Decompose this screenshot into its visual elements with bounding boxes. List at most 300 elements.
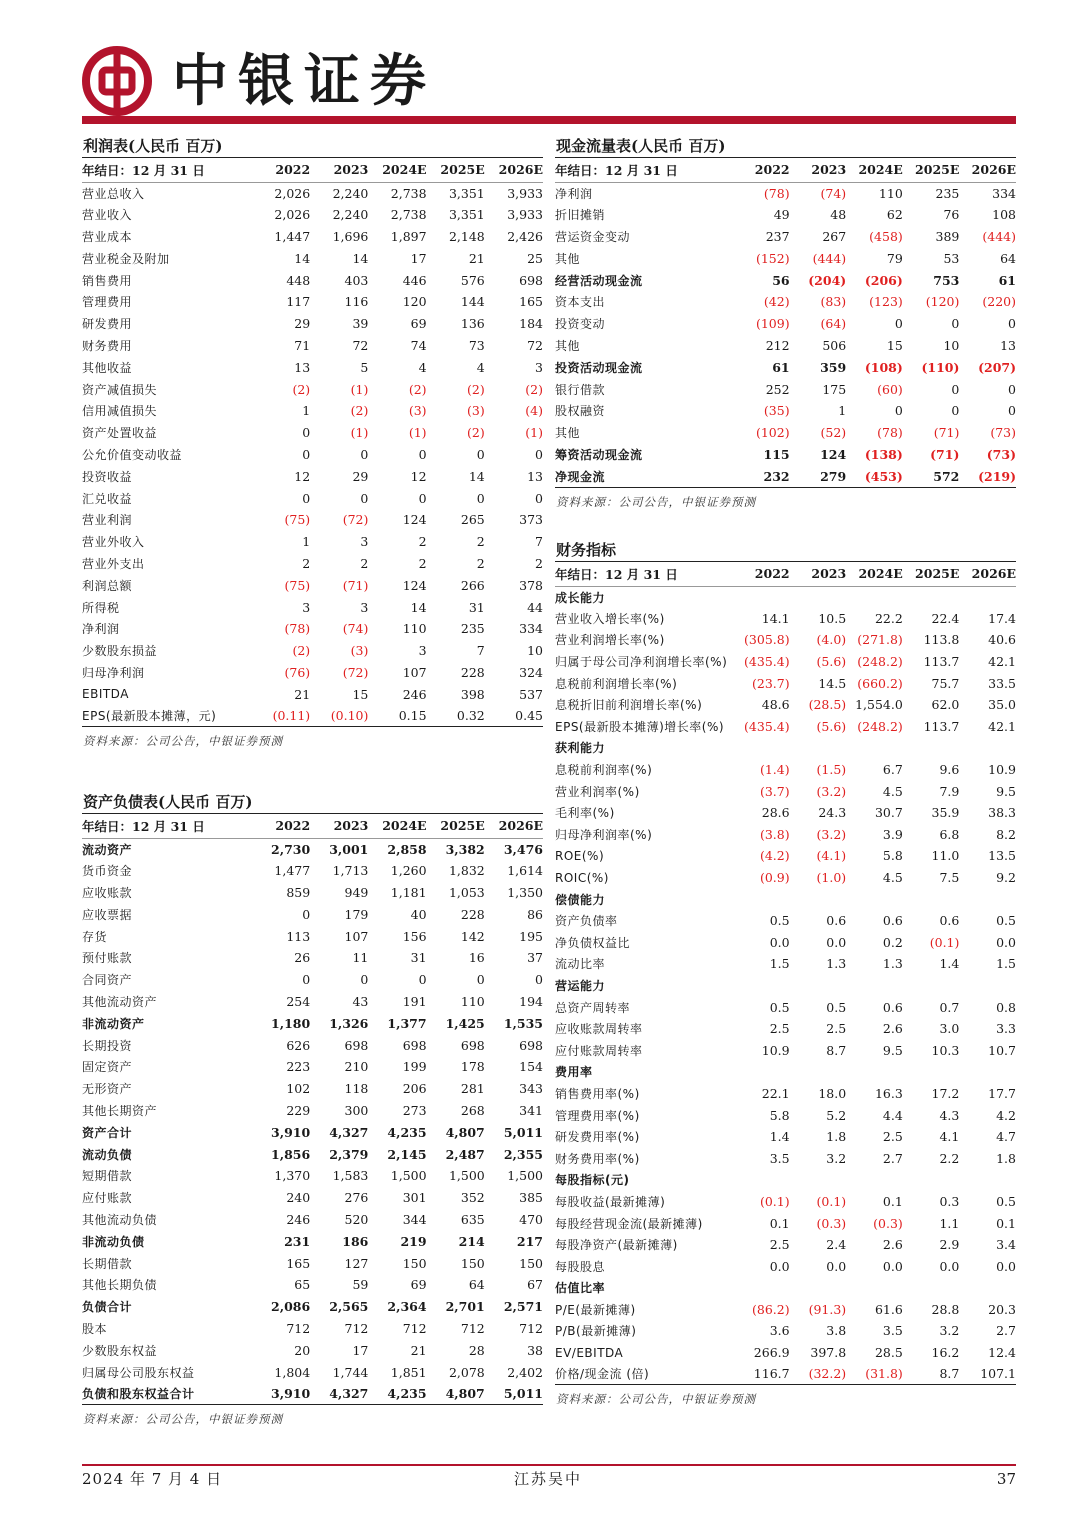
- row-label: 无形资产: [82, 1082, 133, 1097]
- cell-value: 4.2: [996, 1107, 1016, 1123]
- cell-value: [846, 888, 903, 910]
- cell-value: 107: [402, 664, 427, 680]
- row-label: 固定资产: [82, 1060, 133, 1075]
- cell-value: 2,148: [448, 228, 485, 244]
- row-label: 股权融资: [555, 404, 606, 419]
- cell-value: 0.0: [996, 934, 1016, 950]
- table-row: [555, 400, 1016, 422]
- cell-value: [790, 888, 847, 910]
- row-label: 非流动负债: [82, 1234, 145, 1249]
- cell-value: 43: [352, 993, 369, 1009]
- cell-value: 403: [344, 272, 369, 288]
- row-label: EV/EBITDA: [555, 1345, 624, 1360]
- cell-value: 1,500: [448, 1168, 485, 1184]
- cell-value: 184: [519, 316, 543, 332]
- cell-value: 39: [352, 316, 369, 332]
- row-label: 归母净利润率(%): [555, 827, 653, 842]
- row-label: 公允价值变动收益: [82, 447, 183, 462]
- row-label: 营运资金变动: [555, 229, 631, 244]
- cell-value: (75): [284, 512, 311, 528]
- cell-value: 0.7: [939, 999, 960, 1015]
- cell-value: 64: [1000, 250, 1016, 266]
- cell-value: 113: [286, 928, 311, 944]
- cell-value: 0.6: [939, 913, 960, 929]
- cell-value: [790, 975, 847, 997]
- ratios-year-header: 2023: [811, 566, 847, 582]
- cell-value: (3.8): [759, 826, 790, 842]
- cell-value: 0.6: [826, 913, 847, 929]
- row-label: 其他: [555, 338, 581, 353]
- cell-value: 40.6: [988, 632, 1016, 648]
- cell-value: 1,583: [332, 1168, 369, 1184]
- cell-value: 0.5: [769, 913, 790, 929]
- cell-value: 448: [286, 272, 311, 288]
- table-row: [82, 247, 543, 269]
- cell-value: 9.2: [996, 870, 1016, 886]
- cell-value: 124: [402, 512, 427, 528]
- footer-divider: [82, 1464, 1016, 1466]
- cell-value: 1,370: [274, 1168, 311, 1184]
- cell-value: 214: [458, 1233, 485, 1249]
- row-label: 银行借款: [555, 382, 606, 397]
- row-label: 财务费用: [82, 338, 133, 353]
- row-label: 归属母公司股东权益: [82, 1365, 195, 1380]
- row-label: 研发费用: [82, 317, 133, 332]
- cell-value: 231: [284, 1233, 311, 1249]
- cell-value: 17.4: [988, 610, 1016, 626]
- cell-value: 30.7: [874, 805, 903, 821]
- row-label: 息税前利润增长率(%): [555, 676, 678, 691]
- cell-value: (78): [284, 621, 311, 637]
- cell-value: 2: [476, 555, 485, 571]
- cell-value: 2,738: [390, 185, 427, 201]
- cell-value: 267: [822, 228, 847, 244]
- table-row: [555, 932, 1016, 954]
- table-row: [82, 574, 543, 596]
- cell-value: 4.5: [882, 783, 903, 799]
- cell-value: 6.8: [939, 826, 960, 842]
- table-row: [82, 969, 543, 991]
- table-row: [555, 910, 1016, 932]
- cell-value: (102): [755, 425, 790, 441]
- cell-value: 12: [410, 468, 427, 484]
- cashflow-year-header: 2023: [811, 162, 847, 178]
- page-header: [82, 40, 1016, 126]
- row-label: 息税折旧前利润增长率(%): [555, 698, 703, 713]
- cell-value: (3.7): [759, 783, 790, 799]
- cell-value: [959, 1061, 1016, 1083]
- cell-value: 0: [302, 972, 311, 988]
- cell-value: 1,053: [448, 884, 485, 900]
- cell-value: 1,477: [274, 863, 311, 879]
- cell-value: 324: [519, 664, 543, 680]
- row-label: 长期投资: [82, 1038, 133, 1053]
- cell-value: 124: [820, 446, 847, 462]
- row-label: 销售费用率(%): [555, 1086, 640, 1101]
- cell-value: 35.0: [988, 697, 1016, 713]
- cell-value: 0.5: [996, 913, 1016, 929]
- cell-value: 0.45: [515, 708, 543, 724]
- cell-value: [733, 975, 790, 997]
- table-row: [82, 618, 543, 640]
- cell-value: [790, 737, 847, 759]
- row-label: 营业成本: [82, 229, 133, 244]
- cell-value: 1.8: [826, 1129, 847, 1145]
- table-row: [82, 378, 543, 400]
- cell-value: [903, 888, 960, 910]
- cell-value: 240: [286, 1190, 311, 1206]
- cell-value: 246: [286, 1211, 311, 1227]
- cell-value: 102: [286, 1081, 311, 1097]
- cell-value: 3.5: [769, 1150, 790, 1166]
- cell-value: 3,351: [448, 185, 485, 201]
- cell-value: 2,240: [332, 185, 369, 201]
- table-row: [82, 1143, 543, 1165]
- cell-value: 0: [418, 972, 427, 988]
- cell-value: (152): [755, 250, 790, 266]
- table-row: [82, 1274, 543, 1296]
- table-row: [555, 465, 1016, 487]
- cell-value: 179: [344, 906, 369, 922]
- cell-value: 0: [360, 490, 369, 506]
- cell-value: [903, 1061, 960, 1083]
- cell-value: 4,807: [445, 1386, 485, 1402]
- cell-value: 2,364: [387, 1299, 427, 1315]
- cell-value: 698: [519, 1037, 543, 1053]
- table-row: [555, 586, 1016, 608]
- cell-value: 107.1: [980, 1366, 1016, 1382]
- row-label: 价格/现金流 (倍): [555, 1367, 650, 1382]
- cashflow-year-header: 2022: [754, 162, 790, 178]
- ratios-year-header: 2026E: [971, 566, 1016, 582]
- cell-value: (120): [925, 294, 960, 310]
- cell-value: 266.9: [753, 1345, 790, 1361]
- table-row: [82, 947, 543, 969]
- row-label: 其他: [555, 426, 581, 441]
- cell-value: 3.3: [996, 1021, 1016, 1037]
- cell-value: 28.5: [874, 1345, 903, 1361]
- income-year-header: 2025E: [440, 162, 485, 178]
- table-row: [82, 531, 543, 553]
- cell-value: (4.1): [816, 848, 847, 864]
- cell-value: (207): [978, 359, 1016, 375]
- cell-value: 48.6: [761, 697, 790, 713]
- cell-value: 7: [535, 534, 543, 550]
- cell-value: 2.4: [826, 1237, 847, 1253]
- cell-value: 398: [460, 686, 485, 702]
- cell-value: 1,856: [271, 1146, 311, 1162]
- cell-value: 3.8: [826, 1323, 847, 1339]
- financial-ratios-table: [555, 562, 1016, 1385]
- cell-value: 212: [765, 337, 790, 353]
- cell-value: [959, 586, 1016, 608]
- row-label: 销售费用: [82, 273, 133, 288]
- table-row: [82, 1252, 543, 1274]
- cashflow-header-label: 年结日：12 月 31 日: [555, 162, 678, 178]
- cell-value: 0.5: [769, 999, 790, 1015]
- cell-value: 572: [933, 468, 960, 484]
- table-row: [555, 291, 1016, 313]
- cell-value: (2): [525, 381, 543, 397]
- cell-value: 1: [302, 403, 311, 419]
- cell-value: (220): [982, 294, 1016, 310]
- cell-value: 28.8: [931, 1301, 960, 1317]
- cell-value: 2.9: [939, 1237, 960, 1253]
- row-label: 其他流动负债: [82, 1212, 158, 1227]
- table-row: [82, 838, 543, 860]
- cell-value: (42): [763, 294, 790, 310]
- cell-value: 0.5: [996, 1193, 1016, 1209]
- cell-value: 0: [418, 446, 427, 462]
- page-number: 37: [996, 1470, 1016, 1488]
- table-row: [82, 662, 543, 684]
- cell-value: (0.1): [816, 1193, 847, 1209]
- cell-value: 626: [286, 1037, 311, 1053]
- cell-value: 2,738: [390, 207, 427, 223]
- cell-value: (2): [408, 381, 427, 397]
- cell-value: 0: [951, 403, 960, 419]
- cell-value: [790, 1061, 847, 1083]
- cell-value: (110): [921, 359, 960, 375]
- cell-value: (1.5): [816, 762, 847, 778]
- cell-value: (74): [820, 185, 847, 201]
- cell-value: 2.2: [939, 1150, 960, 1166]
- cell-value: 3,351: [448, 207, 485, 223]
- cell-value: (64): [820, 316, 847, 332]
- cell-value: [733, 888, 790, 910]
- cell-value: 4,235: [387, 1386, 427, 1402]
- cell-value: 0.6: [882, 913, 903, 929]
- cell-value: 10.9: [988, 762, 1016, 778]
- table-row: [82, 1100, 543, 1122]
- cell-value: 378: [519, 577, 543, 593]
- table-row: [555, 356, 1016, 378]
- cell-value: 0.1: [996, 1215, 1016, 1231]
- cell-value: (75): [284, 577, 311, 593]
- income-year-header: 2023: [333, 162, 369, 178]
- cell-value: 71: [294, 337, 311, 353]
- cell-value: 1,500: [390, 1168, 427, 1184]
- table-row: [82, 640, 543, 662]
- cell-value: 0.0: [826, 934, 847, 950]
- cell-value: [733, 1061, 790, 1083]
- cell-value: (4): [525, 403, 543, 419]
- income-header-label: 年结日：12 月 31 日: [82, 162, 205, 178]
- cell-value: 1,851: [390, 1364, 427, 1380]
- cell-value: 0.3: [939, 1193, 960, 1209]
- cell-value: 2.5: [769, 1237, 790, 1253]
- cell-value: 13.5: [988, 848, 1016, 864]
- row-label: 资产减值损失: [82, 382, 158, 397]
- table-row: [555, 269, 1016, 291]
- cell-value: (28.5): [808, 697, 847, 713]
- cell-value: 28: [468, 1342, 485, 1358]
- cell-value: (5.6): [816, 654, 847, 670]
- cell-value: (2): [350, 403, 369, 419]
- balance-year-header: 2022: [275, 818, 311, 834]
- row-label: 获利能力: [555, 741, 606, 756]
- cell-value: 1,897: [390, 228, 427, 244]
- cell-value: 389: [935, 228, 960, 244]
- cell-value: 2,240: [332, 207, 369, 223]
- balance-sheet-section: [82, 790, 543, 1427]
- table-row: [82, 1121, 543, 1143]
- row-label: 归母净利润: [82, 665, 145, 680]
- row-label: 投资变动: [555, 317, 606, 332]
- table-row: [555, 247, 1016, 269]
- cell-value: 2,086: [271, 1299, 311, 1315]
- cell-value: 110: [878, 185, 903, 201]
- cell-value: 13: [527, 468, 543, 484]
- cell-value: (1): [525, 425, 543, 441]
- cell-value: 10.3: [931, 1042, 960, 1058]
- cell-value: (3.2): [816, 826, 847, 842]
- cell-value: [959, 975, 1016, 997]
- cell-value: 2,571: [503, 1299, 543, 1315]
- cell-value: (3): [408, 403, 427, 419]
- cell-value: (204): [808, 272, 847, 288]
- cell-value: (108): [864, 359, 903, 375]
- brand-name: 中银证券: [172, 48, 436, 114]
- cell-value: 4,327: [329, 1124, 369, 1140]
- cell-value: 246: [402, 686, 427, 702]
- table-row: [555, 1255, 1016, 1277]
- cell-value: 53: [943, 250, 960, 266]
- cell-value: 73: [468, 337, 485, 353]
- cell-value: 0.2: [882, 934, 903, 950]
- cell-value: [903, 737, 960, 759]
- cell-value: 113.7: [923, 654, 960, 670]
- cell-value: [733, 737, 790, 759]
- cell-value: (86.2): [752, 1301, 790, 1317]
- cell-value: 265: [460, 512, 485, 528]
- cell-value: [790, 1169, 847, 1191]
- table-row: [555, 802, 1016, 824]
- cell-value: 3.2: [939, 1323, 960, 1339]
- cell-value: 3,001: [329, 841, 369, 857]
- cell-value: 0: [535, 972, 543, 988]
- cell-value: 144: [460, 294, 485, 310]
- table-row: [82, 1361, 543, 1383]
- cell-value: 698: [460, 1037, 485, 1053]
- row-label: 长期借款: [82, 1256, 133, 1271]
- cell-value: [903, 1277, 960, 1299]
- cell-value: [846, 1169, 903, 1191]
- cell-value: 5.8: [882, 848, 903, 864]
- cell-value: 74: [410, 337, 427, 353]
- cell-value: 15: [886, 337, 903, 353]
- cell-value: 2,026: [274, 207, 311, 223]
- cell-value: (60): [877, 381, 903, 397]
- cell-value: [790, 1277, 847, 1299]
- row-label: P/E(最新摊薄): [555, 1302, 636, 1317]
- cashflow-year-header: 2025E: [915, 162, 960, 178]
- cell-value: 2.7: [882, 1150, 903, 1166]
- cell-value: 76: [943, 207, 960, 223]
- cell-value: (3): [467, 403, 485, 419]
- row-label: 短期借款: [82, 1169, 133, 1184]
- cell-value: (271.8): [857, 632, 903, 648]
- cell-value: 2.5: [882, 1129, 903, 1145]
- table-row: [82, 400, 543, 422]
- cell-value: 0: [476, 490, 485, 506]
- row-label: 息税前利润率(%): [555, 763, 653, 778]
- cell-value: 334: [992, 185, 1016, 201]
- income-year-header: 2024E: [382, 162, 427, 178]
- table-row: [555, 888, 1016, 910]
- row-label: 少数股东损益: [82, 644, 158, 659]
- cell-value: 228: [460, 664, 485, 680]
- cell-value: (435.4): [744, 654, 790, 670]
- cell-value: 20.3: [988, 1301, 1016, 1317]
- cell-value: 150: [519, 1255, 543, 1271]
- cell-value: 576: [460, 272, 485, 288]
- row-label: 营业利润: [82, 513, 133, 528]
- cell-value: (1): [350, 381, 369, 397]
- cell-value: 79: [886, 250, 903, 266]
- table-row: [555, 335, 1016, 357]
- cell-value: (78): [877, 425, 903, 441]
- cell-value: 2,145: [387, 1146, 427, 1162]
- cell-value: 2,426: [507, 228, 543, 244]
- row-label: 财务费用率(%): [555, 1151, 640, 1166]
- cell-value: 1,744: [332, 1364, 369, 1380]
- cell-value: 61.6: [874, 1301, 903, 1317]
- cell-value: 0.5: [826, 999, 847, 1015]
- cell-value: 712: [519, 1320, 543, 1336]
- row-label: 股本: [82, 1321, 108, 1336]
- cell-value: (248.2): [857, 654, 903, 670]
- row-label: 信用减值损失: [82, 404, 158, 419]
- cell-value: 42.1: [988, 718, 1016, 734]
- cell-value: 67: [527, 1277, 543, 1293]
- financial-ratios-section: [555, 538, 1016, 1407]
- table-row: [555, 1299, 1016, 1321]
- cell-value: 537: [519, 686, 543, 702]
- cell-value: 352: [460, 1190, 485, 1206]
- cell-value: 273: [402, 1102, 427, 1118]
- cell-value: 37: [527, 950, 543, 966]
- cell-value: 712: [460, 1320, 485, 1336]
- cell-value: 0: [894, 316, 903, 332]
- cell-value: 1,326: [329, 1015, 369, 1031]
- row-label: 货币资金: [82, 864, 133, 879]
- table-row: [555, 378, 1016, 400]
- cell-value: (74): [342, 621, 369, 637]
- cell-value: 1,713: [332, 863, 369, 879]
- cell-value: (71): [342, 577, 369, 593]
- cell-value: 698: [519, 272, 543, 288]
- cell-value: 344: [402, 1211, 427, 1227]
- cell-value: 15: [352, 686, 369, 702]
- balance-year-header: 2024E: [382, 818, 427, 834]
- table-row: [555, 672, 1016, 694]
- table-row: [82, 465, 543, 487]
- cell-value: 5,011: [503, 1386, 543, 1402]
- row-label: 管理费用: [82, 295, 133, 310]
- table-row: [82, 1056, 543, 1078]
- table-row: [555, 1234, 1016, 1256]
- cell-value: 0.0: [769, 934, 790, 950]
- cell-value: 385: [519, 1190, 543, 1206]
- cell-value: 0: [535, 446, 543, 462]
- cell-value: 69: [410, 1277, 427, 1293]
- row-label: 每股收益(最新摊薄): [555, 1194, 666, 1209]
- row-label: 合同资产: [82, 973, 133, 988]
- cell-value: 3,933: [507, 185, 543, 201]
- cell-value: 359: [820, 359, 847, 375]
- row-label: 偿债能力: [555, 892, 606, 907]
